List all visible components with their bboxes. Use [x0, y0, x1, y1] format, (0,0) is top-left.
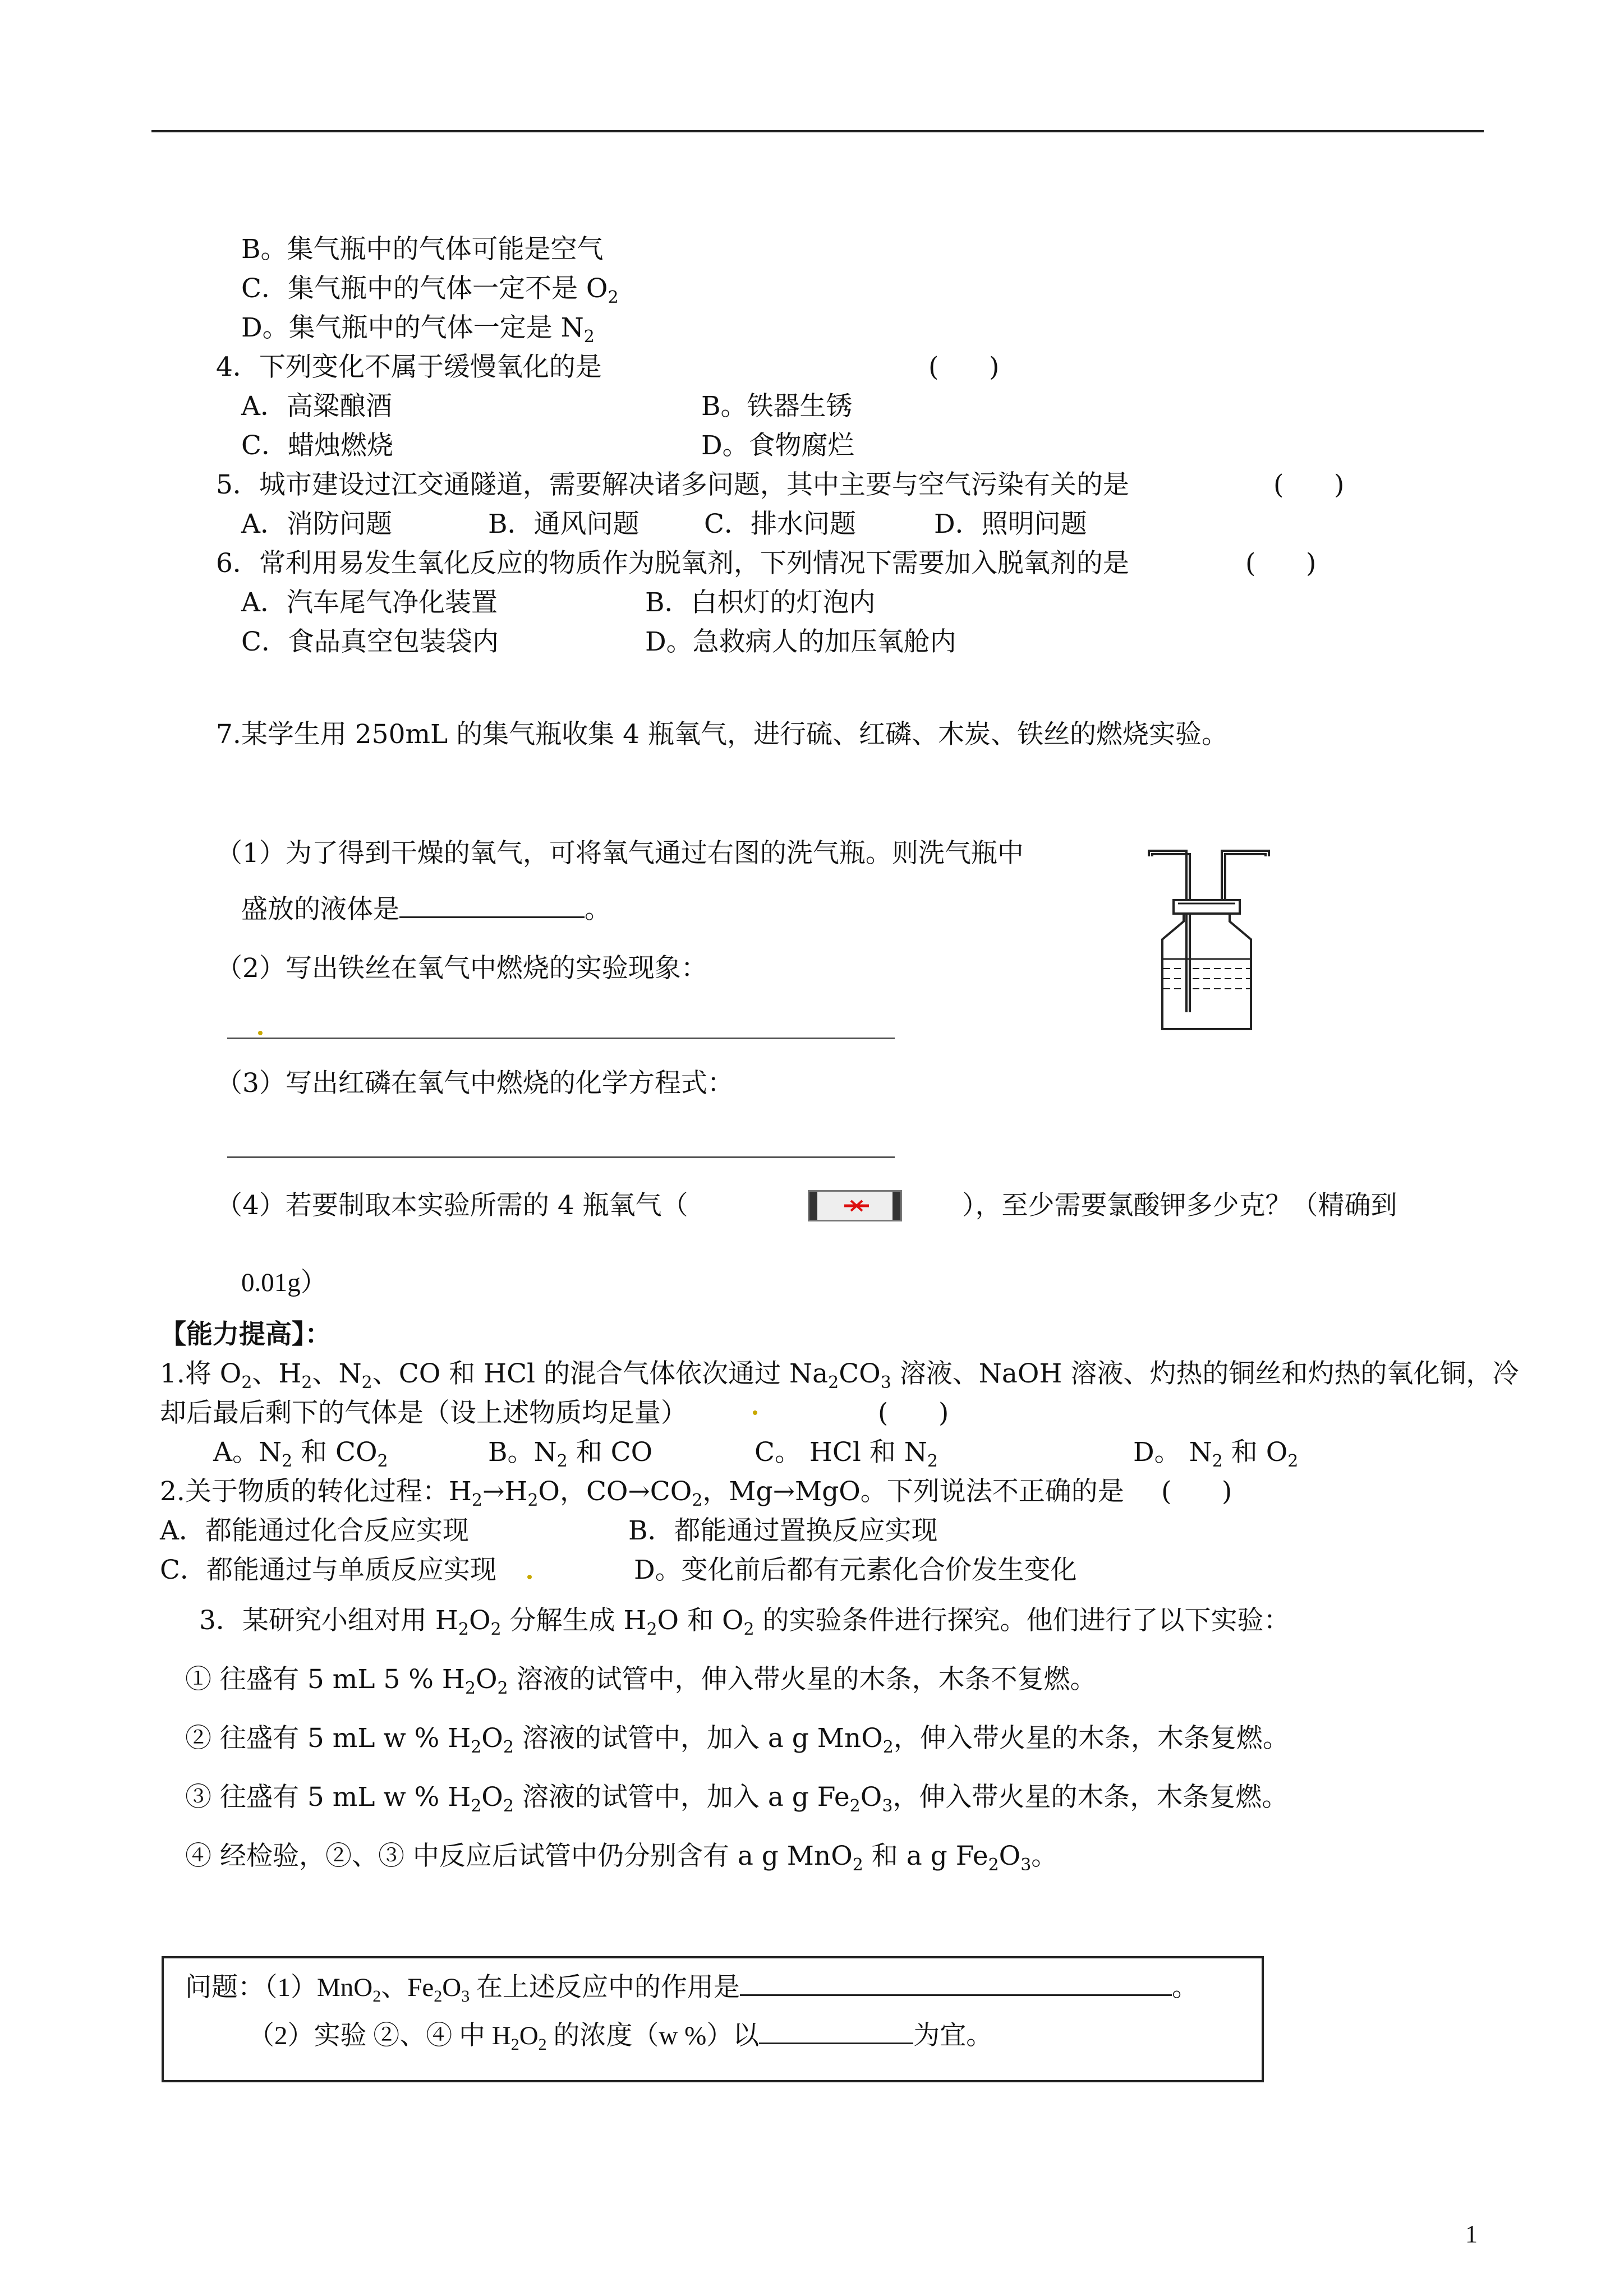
p2-q3-stem: 3．某研究小组对用 $H_2O_2$ 分解生成 $H_2O$ 和 $O_2$ 的实验条件进行探究。他们进行了以下实验： [199, 1605, 1290, 1639]
p2-q3-step4: ④ 经检验，②、③ 中反应后试管中仍分别含有 a g MnO$_2$ 和 a g $Fe_2O_3$。 [185, 1841, 1058, 1875]
q6-option-c: C．食品真空包装袋内 [241, 626, 499, 657]
p2-q1-line2: 却后最后剩下的气体是（设上述物质均足量） [160, 1398, 687, 1428]
header-rule [151, 130, 1484, 132]
page-number: 1 [1465, 2220, 1478, 2248]
q5-option-d: D．照明问题 [934, 509, 1087, 540]
q5-option-b: B．通风问题 [488, 509, 640, 540]
broken-image-icon [808, 1190, 902, 1221]
q7-3-line: （3）写出红磷在氧气中燃烧的化学方程式： [216, 1068, 734, 1099]
stray-mark [258, 1031, 263, 1035]
box-q1-blank[interactable] [740, 1973, 1172, 1996]
q5-stem: 5．城市建设过江交通隧道，需要解决诸多问题，其中主要与空气污染有关的是 [216, 469, 1129, 500]
q5-answer-paren: ( ) [1273, 469, 1345, 500]
p2-q3-step2: ② 往盛有 5 mL w % $H_2O_2$ 溶液的试管中，加入 a g MnO$_2$，伸入带火星的木条，木条复燃。 [185, 1723, 1289, 1757]
q4-stem: 4．下列变化不属于缓慢氧化的是 [216, 352, 602, 382]
question-box [162, 1956, 1264, 2082]
q4-option-d: D。食物腐烂 [701, 430, 854, 461]
q7-1-line2: 盛放的液体是 。 [241, 894, 611, 925]
p2-q1-option-a: A。$N_2$ 和 $CO_2$ [213, 1437, 388, 1471]
q6-option-a: A．汽车尾气净化装置 [241, 587, 498, 618]
q7-stem: 7.某学生用 250mL 的集气瓶收集 4 瓶氧气，进行硫、红磷、木炭、铁丝的燃烧实验。 [216, 719, 1228, 750]
p2-q1-answer-paren: ( ) [878, 1398, 949, 1428]
q7-2-answer-line[interactable] [227, 1038, 895, 1039]
q7-4-line1b: ），至少需要氯酸钾多少克？（精确到 [962, 1190, 1397, 1221]
q6-option-d: D。急救病人的加压氧舱内 [645, 626, 956, 657]
p2-q2-stem: 2.关于物质的转化过程：$H_2\to H_2O$，$CO\to CO_2$，Mg→MgO。下列说法不正确的是 [160, 1476, 1124, 1510]
p2-q1-option-c: C。 HCl 和 $N_2$ [755, 1437, 938, 1471]
q7-1-line1: （1）为了得到干燥的氧气，可将氧气通过右图的洗气瓶。则洗气瓶中 [216, 838, 1024, 869]
stray-mark [527, 1575, 532, 1579]
p2-q2-option-a: A．都能通过化合反应实现 [160, 1515, 469, 1546]
p2-q1-line1: 1.将 $O_2$、$H_2$、$N_2$、CO 和 HCl 的混合气体依次通过 $Na_2CO_3$ 溶液、NaOH 溶液、灼热的铜丝和灼热的氧化铜，冷 [160, 1358, 1519, 1393]
q3-option-d: D。集气瓶中的气体一定是 $N_2$ [241, 312, 595, 347]
p2-q1-option-b: B。$N_2$ 和 CO [488, 1437, 653, 1471]
box-q2-blank[interactable] [759, 2021, 913, 2044]
q6-option-b: B．白枳灯的灯泡内 [645, 587, 876, 618]
q3-option-c: C．集气瓶中的气体一定不是 $O_2$ [241, 273, 619, 307]
q7-4-line1a: （4）若要制取本实验所需的 4 瓶氧气（ [216, 1190, 688, 1221]
p2-q1-option-d: D。 $N_2$ 和 $O_2$ [1133, 1437, 1299, 1471]
p2-q3-step1: ① 往盛有 5 mL 5 % $H_2O_2$ 溶液的试管中，伸入带火星的木条，木条不复燃。 [185, 1664, 1097, 1698]
p2-q2-option-d: D。变化前后都有元素化合价发生变化 [634, 1555, 1077, 1585]
gas-washing-bottle-figure [1144, 844, 1273, 1035]
q4-option-a: A．高粱酿酒 [241, 391, 392, 422]
box-question-1: 问题：（1）MnO$_2$、$Fe_2O_3$ 在上述反应中的作用是 。 [185, 1973, 1198, 2005]
q5-option-a: A．消防问题 [241, 509, 392, 540]
q7-4-line2: 0.01g） [241, 1268, 327, 1297]
p2-q2-answer-paren: ( ) [1161, 1476, 1232, 1507]
q6-stem: 6．常利用易发生氧化反应的物质作为脱氧剂，下列情况下需要加入脱氧剂的是 [216, 548, 1129, 579]
q4-option-c: C．蜡烛燃烧 [241, 430, 393, 461]
p2-q2-option-b: B．都能通过置换反应实现 [628, 1515, 938, 1546]
q6-answer-paren: ( ) [1245, 548, 1317, 579]
q4-answer-paren: ( ) [928, 352, 1000, 382]
p2-q3-step3: ③ 往盛有 5 mL w % $H_2O_2$ 溶液的试管中，加入 a g $Fe_2O_3$，伸入带火星的木条，木条复燃。 [185, 1782, 1289, 1816]
q3-option-b: B。集气瓶中的气体可能是空气 [241, 234, 604, 265]
q7-3-answer-line[interactable] [227, 1156, 895, 1158]
section-heading: 【能力提高】： [160, 1319, 332, 1350]
q7-1-blank[interactable] [399, 895, 585, 918]
box-question-2: （2）实验 ②、④ 中 $H_2O_2$ 的浓度（w %）以 为宜。 [248, 2021, 993, 2054]
q7-2-line: （2）写出铁丝在氧气中燃烧的实验现象： [216, 953, 707, 984]
q5-option-c: C．排水问题 [704, 509, 856, 540]
stray-mark [753, 1410, 757, 1415]
p2-q2-option-c: C．都能通过与单质反应实现 [160, 1555, 496, 1585]
q4-option-b: B。铁器生锈 [701, 391, 853, 422]
